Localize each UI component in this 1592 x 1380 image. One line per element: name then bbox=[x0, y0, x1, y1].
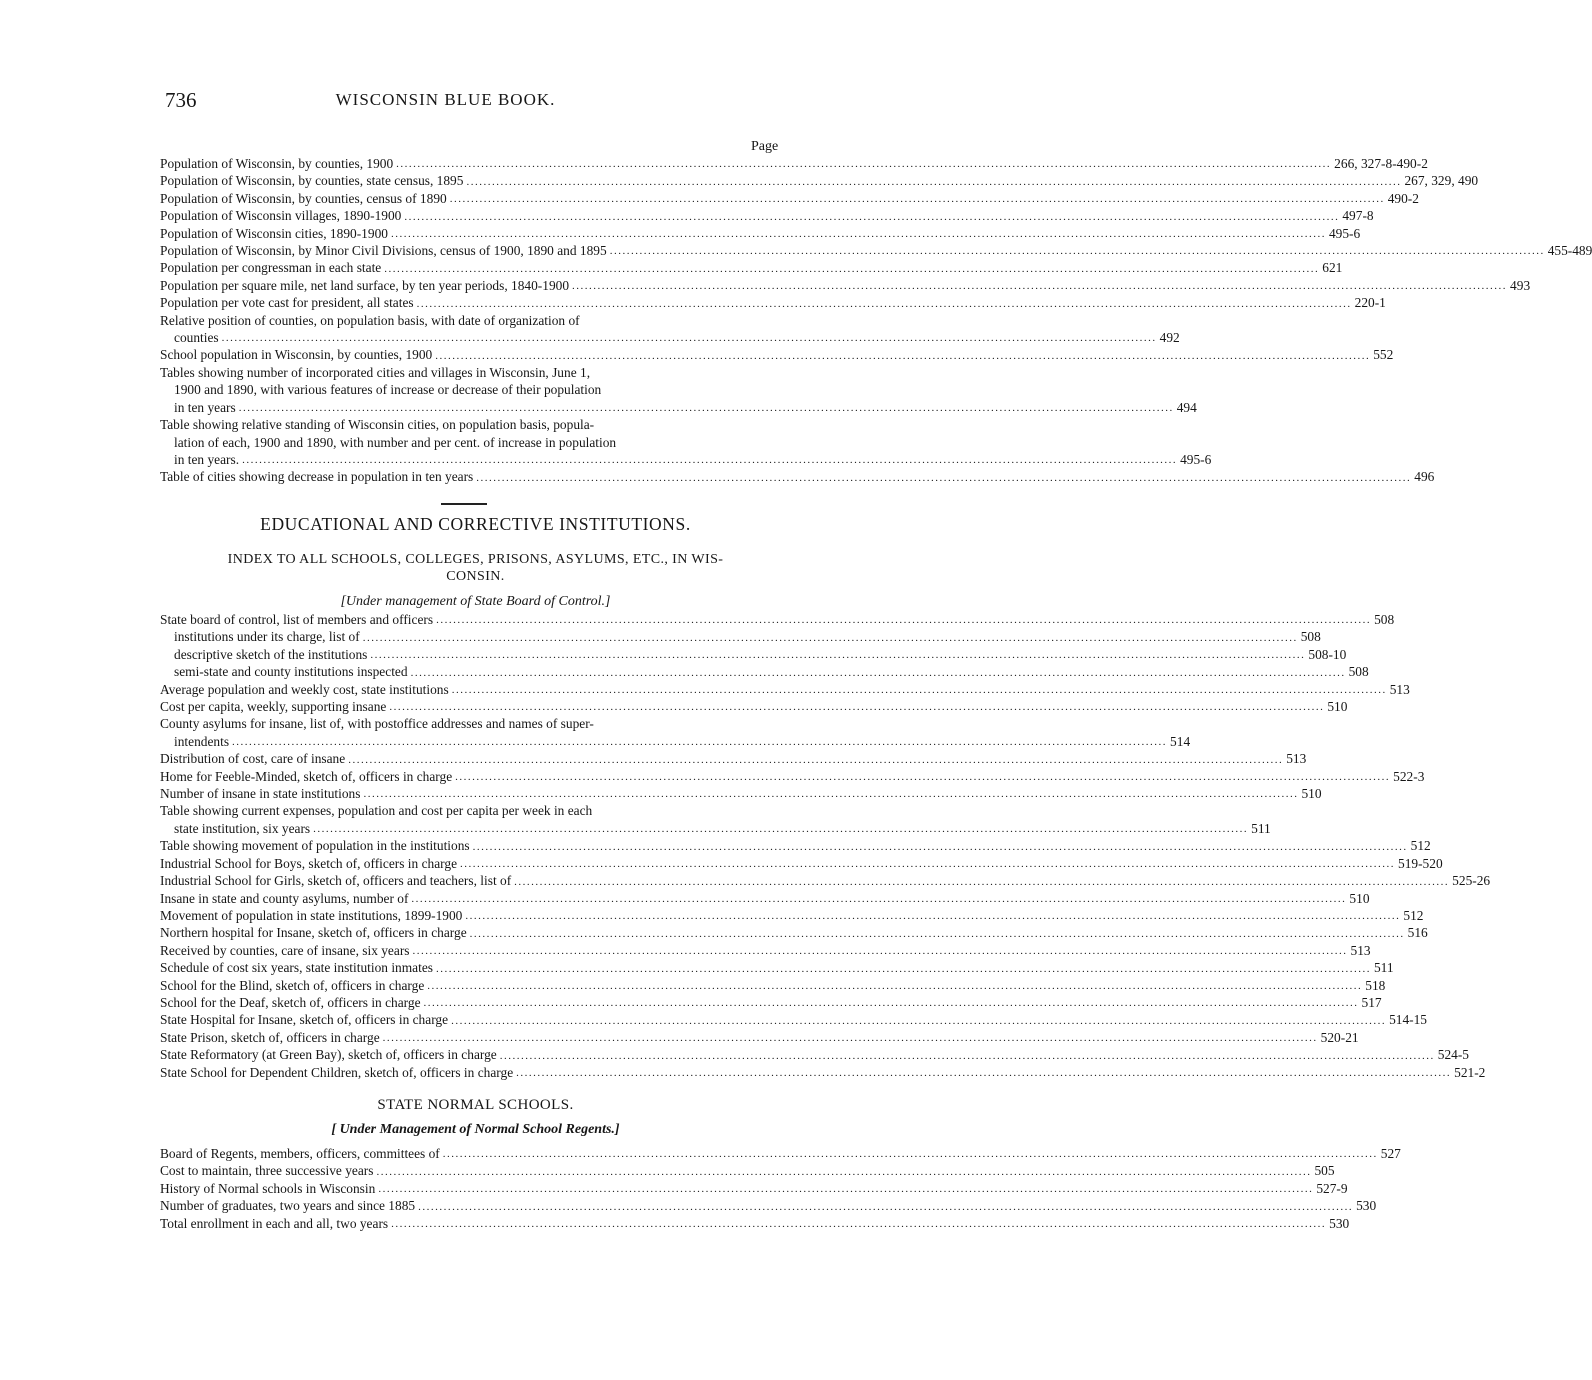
entry-text: County asylums for insane, list of, with postoffice addresses and names of super- bbox=[160, 716, 594, 732]
dot-leader: ............................................................................................................................................................................................................................ bbox=[609, 245, 1545, 258]
index-entry bbox=[160, 172, 1479, 189]
entry-text: 1900 and 1890, with various features of increase or decrease of their population bbox=[174, 382, 602, 398]
dot-leader: ............................................................................................................................................................................................................................ bbox=[382, 1032, 1318, 1045]
entry-text: Population of Wisconsin, by counties, state census, 1895 bbox=[160, 173, 464, 189]
entry-text: institutions under its charge, list of bbox=[174, 629, 360, 645]
index-entry bbox=[160, 242, 1592, 259]
index-entry bbox=[160, 994, 1382, 1011]
index-entry bbox=[160, 907, 1424, 924]
entry-text: Number of graduates, two years and since 1885 bbox=[160, 1198, 416, 1214]
entry-text: Home for Feeble-Minded, sketch of, officers in charge bbox=[160, 768, 453, 784]
index-entry bbox=[160, 698, 1348, 715]
page-reference: 508 bbox=[1374, 612, 1395, 627]
entry-text: Population of Wisconsin, by counties, 1900 bbox=[160, 156, 394, 171]
dot-leader: ............................................................................................................................................................................................................................ bbox=[348, 753, 1284, 766]
page-column-heading: Page bbox=[751, 139, 779, 154]
entry-text: Population of Wisconsin villages, 1890-1900 bbox=[160, 208, 402, 224]
page-reference: 511 bbox=[1251, 820, 1271, 836]
section-title: EDUCATIONAL AND CORRECTIVE INSTITUTIONS. bbox=[260, 514, 691, 534]
index-entry bbox=[160, 1011, 1427, 1028]
page-reference: 220-1 bbox=[1354, 295, 1386, 311]
page-reference: 508 bbox=[1348, 664, 1369, 680]
page-reference: 267, 329, 490 bbox=[1404, 173, 1479, 189]
page-reference: 510 bbox=[1349, 890, 1370, 906]
index-entry bbox=[160, 1180, 1348, 1197]
dot-leader: ............................................................................................................................................................................................................................ bbox=[416, 297, 1352, 310]
page-reference: 494 bbox=[1176, 399, 1197, 415]
entry-text: Population of Wisconsin, by counties, census of 1890 bbox=[160, 190, 447, 206]
dot-leader: ............................................................................................................................................................................................................................ bbox=[378, 1183, 1314, 1196]
index-entry bbox=[160, 872, 1491, 889]
page-reference: 527-9 bbox=[1316, 1180, 1348, 1196]
page-reference: 518 bbox=[1365, 977, 1386, 993]
entry-text: State School for Dependent Children, sketch of, officers in charge bbox=[160, 1064, 514, 1080]
entry-text: Total enrollment in each and all, two years bbox=[160, 1215, 389, 1231]
entry-text: School population in Wisconsin, by counties, 1900 bbox=[160, 347, 433, 363]
entry-text: Cost per capita, weekly, supporting insane bbox=[160, 699, 387, 715]
index-title-line-2: CONSIN. bbox=[446, 569, 505, 584]
dot-leader: ............................................................................................................................................................................................................................ bbox=[516, 1066, 1452, 1079]
index-entry bbox=[160, 663, 1369, 680]
entry-text: Distribution of cost, care of insane bbox=[160, 751, 346, 767]
page-reference: 495-6 bbox=[1180, 451, 1212, 467]
dot-leader: ............................................................................................................................................................................................................................ bbox=[391, 1218, 1327, 1231]
dot-leader: ............................................................................................................................................................................................................................ bbox=[435, 962, 1371, 975]
entry-text: Table of cities showing decrease in population in ten years bbox=[160, 469, 474, 485]
dot-leader: ............................................................................................................................................................................................................................ bbox=[313, 823, 1249, 836]
page-reference: 496 bbox=[1414, 469, 1435, 485]
page-reference: 516 bbox=[1407, 925, 1428, 941]
page-reference: 508 bbox=[1300, 629, 1321, 645]
index-entry bbox=[160, 646, 1347, 663]
entry-text: state institution, six years bbox=[174, 820, 311, 836]
dot-leader: ............................................................................................................................................................................................................................ bbox=[466, 175, 1402, 188]
page-reference: 530 bbox=[1329, 1215, 1350, 1231]
entry-text: History of Normal schools in Wisconsin bbox=[160, 1180, 376, 1196]
dot-leader: ............................................................................................................................................................................................................................ bbox=[451, 684, 1387, 697]
dot-leader: ............................................................................................................................................................................................................................ bbox=[476, 471, 1412, 484]
page-reference: 513 bbox=[1350, 942, 1371, 958]
dot-leader: ............................................................................................................................................................................................................................ bbox=[238, 402, 1174, 415]
dot-leader: ............................................................................................................................................................................................................................ bbox=[389, 701, 1325, 714]
page-number: 736 bbox=[165, 88, 197, 112]
index-entry bbox=[160, 977, 1386, 994]
page-reference: 266, 327-8-490-2 bbox=[1334, 156, 1428, 171]
section-divider bbox=[441, 503, 487, 505]
population-index bbox=[160, 155, 1592, 486]
index-entry bbox=[160, 959, 1394, 976]
page-reference: 520-21 bbox=[1320, 1029, 1359, 1045]
entry-text: Industrial School for Boys, sketch of, officers in charge bbox=[160, 855, 458, 871]
normal-schools-title: STATE NORMAL SCHOOLS. bbox=[377, 1097, 574, 1113]
dot-leader: ............................................................................................................................................................................................................................ bbox=[418, 1200, 1354, 1213]
index-entry bbox=[160, 190, 1419, 207]
entry-text: Relative position of counties, on population basis, with date of organization of bbox=[160, 312, 580, 328]
dot-leader: ............................................................................................................................................................................................................................ bbox=[514, 875, 1450, 888]
entry-text: Population per vote cast for president, all states bbox=[160, 295, 414, 311]
page-reference: 514-15 bbox=[1389, 1012, 1427, 1028]
page-header bbox=[0, 88, 859, 114]
index-entry bbox=[160, 312, 1180, 347]
dot-leader: ............................................................................................................................................................................................................................ bbox=[390, 228, 1326, 241]
page-reference: 512 bbox=[1403, 907, 1424, 923]
index-entry bbox=[160, 628, 1321, 645]
page-reference: 521-2 bbox=[1454, 1064, 1486, 1080]
entry-text: Table showing movement of population in the institutions bbox=[160, 838, 470, 854]
dot-leader: ............................................................................................................................................................................................................................ bbox=[423, 997, 1359, 1010]
entry-text: School for the Deaf, sketch of, officers in charge bbox=[160, 994, 421, 1010]
index-entry bbox=[160, 225, 1361, 242]
index-entry bbox=[160, 155, 1428, 172]
entry-text: counties bbox=[174, 330, 219, 346]
index-entry bbox=[160, 1162, 1335, 1179]
index-entry bbox=[160, 1029, 1359, 1046]
entry-text: Average population and weekly cost, state institutions bbox=[160, 681, 449, 697]
running-title: WISCONSIN BLUE BOOK. bbox=[335, 90, 556, 109]
page-reference: 497-8 bbox=[1342, 208, 1374, 224]
entry-text: State Prison, sketch of, officers in charge bbox=[160, 1029, 380, 1045]
dot-leader: ............................................................................................................................................................................................................................ bbox=[442, 1148, 1378, 1161]
page-reference: 621 bbox=[1322, 260, 1343, 276]
index-entry bbox=[160, 364, 1197, 416]
index-entry bbox=[160, 259, 1343, 276]
institutions-index bbox=[160, 611, 1491, 1081]
entry-text: Population of Wisconsin, by Minor Civil Divisions, census of 1900, 1890 and 1895 bbox=[160, 243, 607, 259]
dot-leader: ............................................................................................................................................................................................................................ bbox=[376, 1165, 1312, 1178]
entry-text: Northern hospital for Insane, sketch of, officers in charge bbox=[160, 925, 467, 941]
dot-leader: ............................................................................................................................................................................................................................ bbox=[436, 614, 1372, 627]
page-reference: 513 bbox=[1286, 751, 1307, 767]
index-entry bbox=[160, 942, 1371, 959]
entry-text: Table showing relative standing of Wisconsin cities, on population basis, popula- bbox=[160, 417, 595, 433]
entry-text: lation of each, 1900 and 1890, with number and per cent. of increase in population bbox=[174, 434, 617, 450]
dot-leader: ............................................................................................................................................................................................................................ bbox=[451, 1014, 1387, 1027]
page-reference: 513 bbox=[1389, 681, 1410, 697]
entry-text: in ten years bbox=[174, 399, 236, 415]
index-entry bbox=[160, 1215, 1350, 1232]
page-reference: 519-520 bbox=[1398, 855, 1443, 871]
index-entry bbox=[160, 924, 1428, 941]
index-entry bbox=[160, 294, 1386, 311]
entry-text: in ten years. bbox=[174, 451, 240, 467]
dot-leader: ............................................................................................................................................................................................................................ bbox=[455, 771, 1391, 784]
index-entry bbox=[160, 207, 1374, 224]
control-note: [Under management of State Board of Control.] bbox=[340, 594, 611, 609]
dot-leader: ............................................................................................................................................................................................................................ bbox=[469, 927, 1405, 940]
index-entry bbox=[160, 1064, 1486, 1081]
index-entry bbox=[160, 837, 1431, 854]
entry-text: Movement of population in state institutions, 1899-1900 bbox=[160, 907, 463, 923]
entry-text: Tables showing number of incorporated cities and villages in Wisconsin, June 1, bbox=[160, 364, 591, 380]
dot-leader: ............................................................................................................................................................................................................................ bbox=[384, 262, 1320, 275]
page-reference: 512 bbox=[1410, 838, 1431, 854]
page-reference: 524-5 bbox=[1437, 1047, 1469, 1063]
index-entry bbox=[160, 715, 1191, 750]
index-entry bbox=[160, 468, 1435, 485]
dot-leader: ............................................................................................................................................................................................................................ bbox=[460, 858, 1396, 871]
entry-text: semi-state and county institutions inspected bbox=[174, 664, 408, 680]
dot-leader: ............................................................................................................................................................................................................................ bbox=[396, 158, 1332, 171]
entry-text: Number of insane in state institutions bbox=[160, 786, 361, 802]
page-reference: 455-489 bbox=[1547, 243, 1592, 259]
dot-leader: ............................................................................................................................................................................................................................ bbox=[411, 892, 1347, 905]
dot-leader: ............................................................................................................................................................................................................................ bbox=[370, 649, 1306, 662]
entry-text: Cost to maintain, three successive years bbox=[160, 1163, 374, 1179]
page-reference: 490-2 bbox=[1387, 190, 1419, 206]
dot-leader: ............................................................................................................................................................................................................................ bbox=[232, 736, 1168, 749]
page-reference: 493 bbox=[1510, 277, 1531, 293]
page-reference: 510 bbox=[1301, 786, 1322, 802]
index-entry bbox=[160, 416, 1212, 468]
entry-text: Population per square mile, net land surface, by ten year periods, 1840-1900 bbox=[160, 277, 570, 293]
dot-leader: ............................................................................................................................................................................................................................ bbox=[572, 280, 1508, 293]
dot-leader: ............................................................................................................................................................................................................................ bbox=[465, 910, 1401, 923]
page-reference: 510 bbox=[1327, 699, 1348, 715]
page-reference: 517 bbox=[1361, 994, 1382, 1010]
dot-leader: ............................................................................................................................................................................................................................ bbox=[499, 1049, 1435, 1062]
index-entry bbox=[160, 1046, 1469, 1063]
page-reference: 530 bbox=[1356, 1198, 1377, 1214]
index-entry bbox=[160, 277, 1531, 294]
index-entry bbox=[160, 890, 1370, 907]
index-entry bbox=[160, 346, 1394, 363]
page-reference: 525-26 bbox=[1452, 873, 1491, 889]
page-reference: 552 bbox=[1373, 347, 1394, 363]
page-reference: 522-3 bbox=[1393, 768, 1425, 784]
index-entry bbox=[160, 750, 1307, 767]
index-entry bbox=[160, 785, 1322, 802]
dot-leader: ............................................................................................................................................................................................................................ bbox=[427, 979, 1363, 992]
dot-leader: ............................................................................................................................................................................................................................ bbox=[435, 349, 1371, 362]
entry-text: School for the Blind, sketch of, officers in charge bbox=[160, 977, 425, 993]
entry-text: Population per congressman in each state bbox=[160, 260, 382, 276]
entry-text: Industrial School for Girls, sketch of, officers and teachers, list of bbox=[160, 873, 512, 889]
regents-note: [ Under Management of Normal School Regents.] bbox=[331, 1122, 620, 1137]
index-entry bbox=[160, 681, 1410, 698]
index-entry bbox=[160, 611, 1395, 628]
index-entry bbox=[160, 802, 1271, 837]
entry-text: intendents bbox=[174, 733, 230, 749]
page-reference: 505 bbox=[1314, 1163, 1335, 1179]
entry-text: Insane in state and county asylums, number of bbox=[160, 890, 409, 906]
dot-leader: ............................................................................................................................................................................................................................ bbox=[362, 631, 1298, 644]
page-reference: 511 bbox=[1373, 960, 1394, 976]
page-reference: 508-10 bbox=[1308, 646, 1347, 662]
page-reference: 492 bbox=[1159, 330, 1180, 346]
dot-leader: ............................................................................................................................................................................................................................ bbox=[221, 332, 1157, 345]
dot-leader: ............................................................................................................................................................................................................................ bbox=[472, 840, 1408, 853]
dot-leader: ............................................................................................................................................................................................................................ bbox=[363, 788, 1299, 801]
page-reference: 514 bbox=[1170, 733, 1191, 749]
entry-text: Schedule of cost six years, state institution inmates bbox=[160, 960, 433, 976]
index-entry bbox=[160, 855, 1443, 872]
index-entry bbox=[160, 1197, 1377, 1214]
index-entry bbox=[160, 768, 1425, 785]
dot-leader: ............................................................................................................................................................................................................................ bbox=[412, 945, 1348, 958]
entry-text: Received by counties, care of insane, six years bbox=[160, 942, 410, 958]
entry-text: State board of control, list of members and officers bbox=[160, 612, 434, 627]
page-reference: 527 bbox=[1380, 1146, 1401, 1161]
dot-leader: ............................................................................................................................................................................................................................ bbox=[449, 193, 1385, 206]
index-title bbox=[160, 551, 791, 585]
index-entry bbox=[160, 1145, 1401, 1162]
entry-text: descriptive sketch of the institutions bbox=[174, 646, 368, 662]
entry-text: State Hospital for Insane, sketch of, officers in charge bbox=[160, 1012, 449, 1028]
index-title-line-1: INDEX TO ALL SCHOOLS, COLLEGES, PRISONS, ASYLUMS, ETC., IN WIS- bbox=[227, 552, 724, 567]
dot-leader: ............................................................................................................................................................................................................................ bbox=[410, 666, 1346, 679]
entry-text: Population of Wisconsin cities, 1890-1900 bbox=[160, 225, 388, 241]
entry-text: Board of Regents, members, officers, committees of bbox=[160, 1146, 440, 1161]
dot-leader: ............................................................................................................................................................................................................................ bbox=[242, 454, 1178, 467]
page-reference: 495-6 bbox=[1328, 225, 1361, 241]
normal-schools-index bbox=[160, 1145, 1401, 1232]
dot-leader: ............................................................................................................................................................................................................................ bbox=[404, 210, 1340, 223]
entry-text: Table showing current expenses, population and cost per capita per week in each bbox=[160, 803, 593, 819]
entry-text: State Reformatory (at Green Bay), sketch of, officers in charge bbox=[160, 1047, 497, 1063]
